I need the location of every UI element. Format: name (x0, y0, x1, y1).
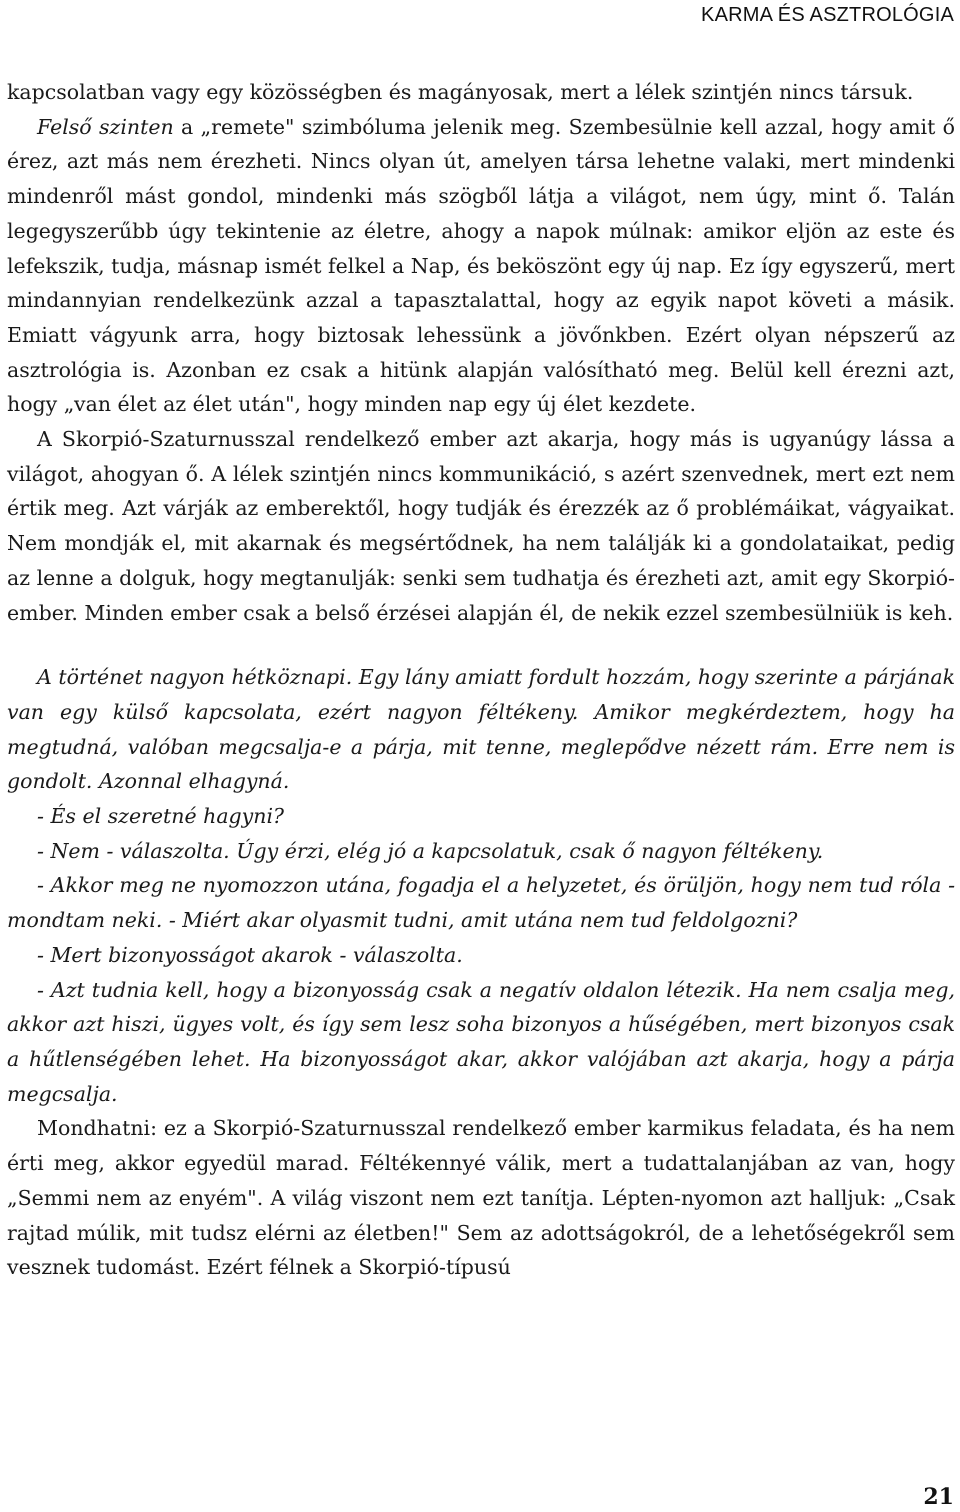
paragraph-2-text: a „remete" szimbóluma jelenik meg. Szembesülnie kell azzal, hogy amit ő érez, azt más nem érezheti. Nincs olyan út, amelyen társa lehetne valaki, mert mindenki mindenről mást gondol, mindenki más szögből látja a világot, nem úgy, mint ő. Talán legegyszerűbb úgy tekintenie az életre, ahogy a napok múlnak: amikor eljön az este és lefekszik, tudja, másnap ismét felkel a Nap, és beköszönt egy új nap. Ez így egyszerű, mert mindannyian rendelkezünk azzal a tapasztalattal, hogy az egyik napot követi a másik. Emiatt vágyunk arra, hogy biztosak lehessünk a jövőnkben. Ezért olyan népszerű az asztrológia is. Azonban ez csak a hitünk alapján valósítható meg. Belül kell érezni azt, hogy „van élet az élet után", hogy minden nap egy új élet kezdete. (7, 114, 956, 417)
dialogue-line: - Akkor meg ne nyomozzon utána, fogadja el a helyzetet, és örüljön, hogy nem tud róla - mondtam neki. - Miért akar olyasmit tudni, amit utána nem tud feldolgozni? (7, 873, 955, 933)
dialogue-section (7, 660, 955, 1111)
paragraph-1: kapcsolatban vagy egy közösségben és magányosak, mert a lélek szintjén nincs társuk. (7, 80, 914, 104)
paragraph-3: A Skorpió-Szaturnusszal rendelkező ember azt akarja, hogy más is ugyanúgy lássa a világot, ahogyan ő. A lélek szintjén nincs kommunikáció, s azért szenvednek, mert ezt nem értik meg. Azt várják az emberektől, hogy tudják és érezzék az ő problémáikat, vágyaikat. Nem mondják el, mit akarnak és megsértődnek, ha nem találják ki a gondolataikat, pedig az lenne a dolguk, hogy megtanulják: senki sem tudhatja és érezheti azt, amit egy Skorpió-ember. Minden ember csak a belső érzései alapján él, de nekik ezzel szembesülniük is keh. (7, 427, 955, 625)
page-number: 21 (923, 1484, 954, 1510)
paragraph-4: Mondhatni: ez a Skorpió-Szaturnusszal rendelkező ember karmikus feladata, és ha nem érti meg, akkor egyedül marad. Féltékennyé válik, mert a tudattalanjában az van, hogy „Semmi nem az enyém". A világ viszont nem ezt tanítja. Lépten-nyomon azt halljuk: „Csak rajtad múlik, mit tudsz elérni az életben!" Sem az adottságokról, de a lehetőségekről sem vesznek tudomást. Ezért félnek a Skorpió-típusú (7, 1116, 955, 1280)
dialogue-line: - Nem - válaszolta. Úgy érzi, elég jó a kapcsolatuk, csak ő nagyon féltékeny. (37, 838, 824, 863)
page-body (7, 75, 955, 1285)
dialogue-line: - És el szeretné hagyni? (37, 804, 285, 829)
paragraph-2 (7, 110, 955, 422)
dialogue-line: - Mert bizonyosságot akarok - válaszolta. (37, 942, 463, 967)
paragraph-2-emphasis: Felső szinten (37, 114, 174, 139)
running-header: KARMA ÉS ASZTROLÓGIA (701, 4, 954, 26)
dialogue-intro: A történet nagyon hétköznapi. Egy lány amiatt fordult hozzám, hogy szerinte a párjának van egy külső kapcsolata, ezért nagyon féltékeny. Amikor megkérdeztem, hogy ha megtudná, valóban megcsalja-e a párja, mit tenne, meglepődve nézett rám. Erre nem is gondolt. Azonnal elhagyná. (7, 665, 955, 794)
dialogue-line: - Azt tudnia kell, hogy a bizonyosság csak a negatív oldalon létezik. Ha nem csalja meg, akkor azt hiszi, ügyes volt, és így sem lesz soha bizonyos a hűségében, mert bizonyos csak a hűtlenségében lehet. Ha bizonyosságot akar, akkor valójában azt akarja, hogy a párja megcsalja. (7, 977, 955, 1106)
